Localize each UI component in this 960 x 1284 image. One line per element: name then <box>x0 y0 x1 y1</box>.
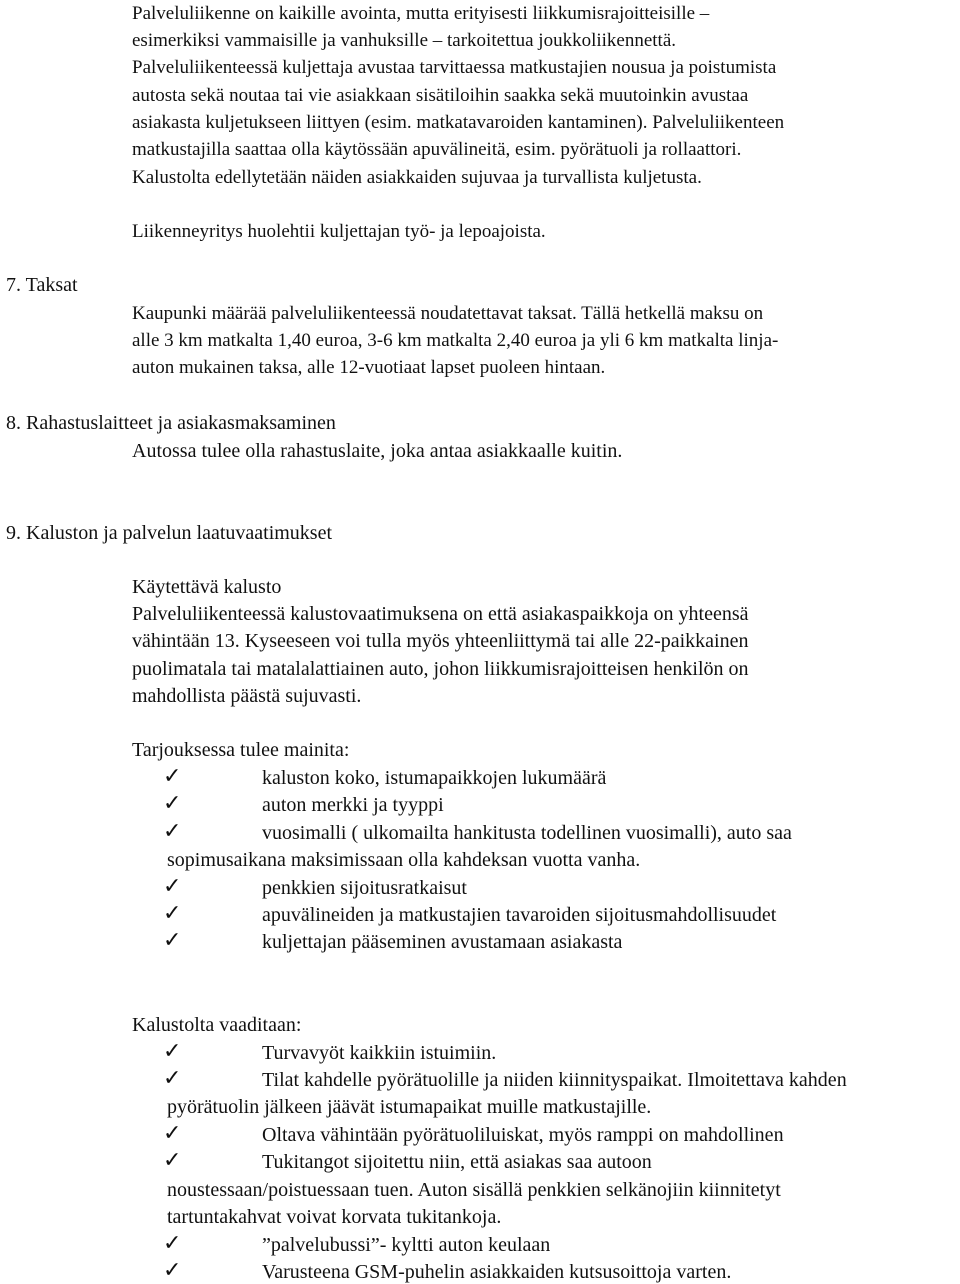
check-icon: ✓ <box>163 874 182 899</box>
req-item: Turvavyöt kaikkiin istuimiin. <box>262 1042 497 1064</box>
s8-text: Autossa tulee olla rahastuslaite, joka antaa asiakkaalle kuitin. <box>132 440 623 462</box>
req-label: Kalustolta vaaditaan: <box>132 1014 302 1036</box>
intro-line: asiakasta kuljetukseen liittyen (esim. matkatavaroiden kantaminen). Palveluliikenteen <box>132 112 785 133</box>
check-icon: ✓ <box>163 1039 182 1064</box>
s7-line: Kaupunki määrää palveluliikenteessä noudatettavat taksat. Tällä hetkellä maksu on <box>132 303 764 324</box>
check-icon: ✓ <box>163 764 182 789</box>
offer-item: auton merkki ja tyyppi <box>262 794 444 816</box>
offer-item-continuation: sopimusaikana maksimissaan olla kahdeksan vuotta vanha. <box>167 849 641 871</box>
intro-line: matkustajilla saattaa olla käytössään apuvälineitä, esim. pyörätuoli ja rollaattori. <box>132 139 742 160</box>
check-icon: ✓ <box>163 791 182 816</box>
check-icon: ✓ <box>163 928 182 953</box>
req-item: Tukitangot sijoitettu niin, että asiakas saa autoon <box>262 1151 652 1173</box>
s9-line: Palveluliikenteessä kalustovaatimuksena on että asiakaspaikkoja on yhteensä <box>132 603 749 625</box>
section-8-heading: 8. Rahastuslaitteet ja asiakasmaksaminen <box>6 412 336 434</box>
check-icon: ✓ <box>163 1231 182 1256</box>
section-7-heading: 7. Taksat <box>6 274 78 296</box>
offer-label: Tarjouksessa tulee mainita: <box>132 739 350 761</box>
offer-item: penkkien sijoitusratkaisut <box>262 877 467 899</box>
offer-item: apuvälineiden ja matkustajien tavaroiden sijoitusmahdollisuudet <box>262 904 777 926</box>
intro-line: Kalustolta edellytetään näiden asiakkaiden sujuvaa ja turvallista kuljetusta. <box>132 167 702 188</box>
req-item: ”palvelubussi”- kyltti auton keulaan <box>262 1234 551 1256</box>
intro-line: Palveluliikenteessä kuljettaja avustaa tarvittaessa matkustajien nousua ja poistumista <box>132 57 777 78</box>
req-item-continuation: tartuntakahvat voivat korvata tukitankoja. <box>167 1206 502 1228</box>
s7-line: alle 3 km matkalta 1,40 euroa, 3-6 km matkalta 2,40 euroa ja yli 6 km matkalta linja- <box>132 330 779 351</box>
req-item: Oltava vähintään pyörätuoliluiskat, myös ramppi on mahdollinen <box>262 1124 784 1146</box>
check-icon: ✓ <box>163 1121 182 1146</box>
s9-line: puolimatala tai matalalattiainen auto, johon liikkumisrajoitteisen henkilön on <box>132 658 749 680</box>
check-icon: ✓ <box>163 901 182 926</box>
s9-line: vähintään 13. Kyseeseen voi tulla myös yhteenliittymä tai alle 22-paikkainen <box>132 630 749 652</box>
check-icon: ✓ <box>163 1258 182 1283</box>
check-icon: ✓ <box>163 819 182 844</box>
rest-note: Liikenneyritys huolehtii kuljettajan työ- ja lepoajoista. <box>132 221 546 242</box>
section-9-heading: 9. Kaluston ja palvelun laatuvaatimukset <box>6 522 333 544</box>
req-item: Varusteena GSM-puhelin asiakkaiden kutsusoittoja varten. <box>262 1261 732 1283</box>
req-item: Tilat kahdelle pyörätuolille ja niiden kiinnityspaikat. Ilmoitettava kahden <box>262 1069 847 1091</box>
offer-item: vuosimalli ( ulkomailta hankitusta todellinen vuosimalli), auto saa <box>262 822 792 844</box>
offer-item: kaluston koko, istumapaikkojen lukumäärä <box>262 767 607 789</box>
s9-line: mahdollista päästä sujuvasti. <box>132 685 362 707</box>
offer-item: kuljettajan pääseminen avustamaan asiakasta <box>262 931 623 953</box>
req-item-continuation: pyörätuolin jälkeen jäävät istumapaikat muille matkustajille. <box>167 1096 652 1118</box>
req-item-continuation: noustessaan/poistuessaan tuen. Auton sisällä penkkien selkänojiin kiinnitetyt <box>167 1179 781 1201</box>
check-icon: ✓ <box>163 1148 182 1173</box>
intro-line: esimerkiksi vammaisille ja vanhuksille – tarkoitettua joukkoliikennettä. <box>132 30 677 51</box>
intro-line: Palveluliikenne on kaikille avointa, mutta erityisesti liikkumisrajoitteisille – <box>132 3 710 24</box>
check-icon: ✓ <box>163 1066 182 1091</box>
s7-line: auton mukainen taksa, alle 12-vuotiaat lapset puoleen hintaan. <box>132 357 606 378</box>
intro-line: autosta sekä noutaa tai vie asiakkaan sisätiloihin saakka sekä muutoinkin avustaa <box>132 85 749 106</box>
s9-subheading: Käytettävä kalusto <box>132 576 282 598</box>
